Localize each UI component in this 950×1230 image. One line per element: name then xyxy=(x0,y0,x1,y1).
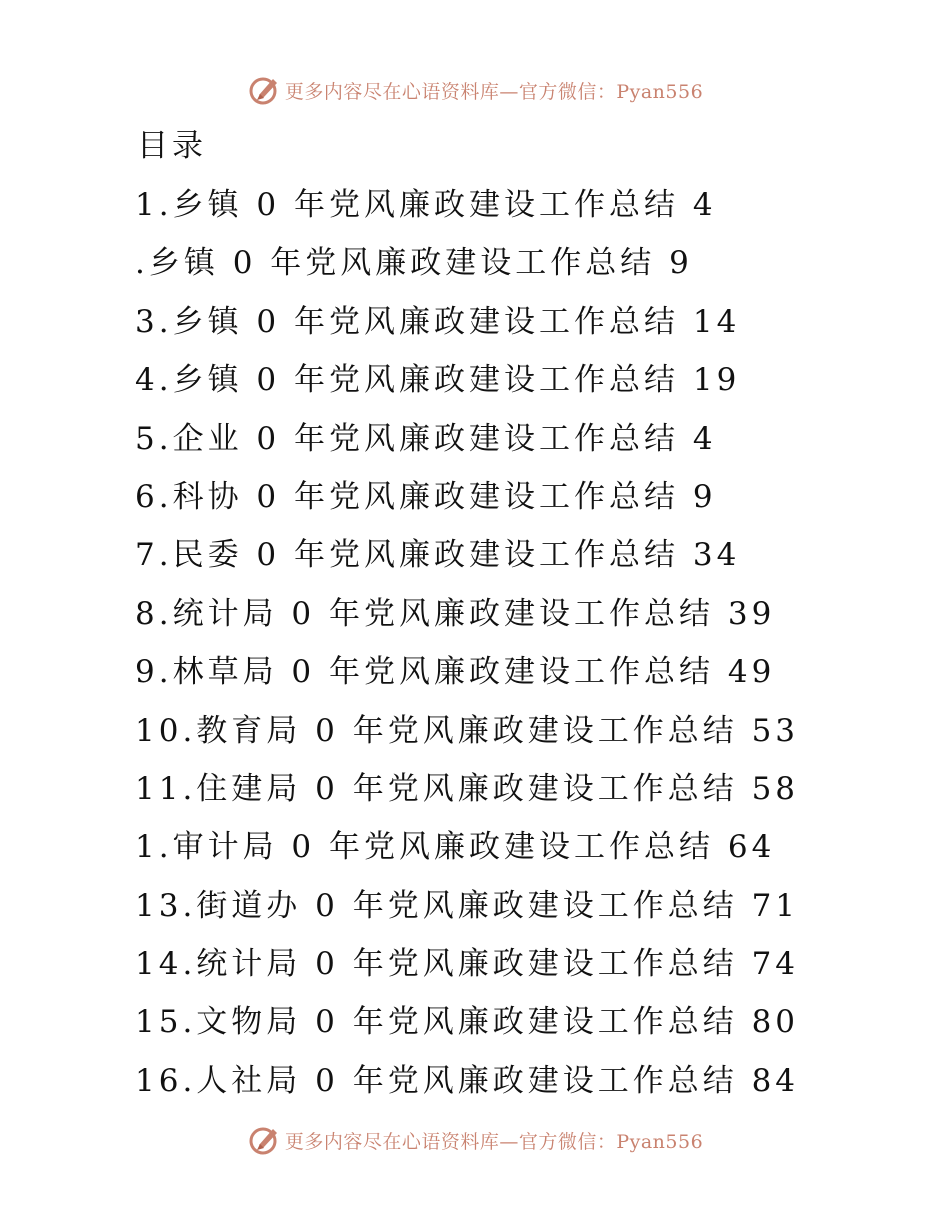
footer-watermark xyxy=(0,1120,950,1160)
toc-entry: .乡镇 0 年党风廉政建设工作总结 9 xyxy=(135,245,693,282)
header-watermark xyxy=(0,70,950,110)
watermark-text: 更多内容尽在心语资料库—官方微信：Pyan556 xyxy=(284,80,704,103)
toc-entry: 8.统计局 0 年党风廉政建设工作总结 39 xyxy=(135,595,776,632)
watermark-text: 更多内容尽在心语资料库—官方微信：Pyan556 xyxy=(284,1130,704,1153)
toc-entry: 5.企业 0 年党风廉政建设工作总结 4 xyxy=(135,420,717,457)
toc-list xyxy=(135,180,799,1114)
toc-entry: 10.教育局 0 年党风廉政建设工作总结 53 xyxy=(135,712,800,749)
toc-entry: 3.乡镇 0 年党风廉政建设工作总结 14 xyxy=(135,303,741,340)
toc-entry: 11.住建局 0 年党风廉政建设工作总结 58 xyxy=(135,770,800,807)
toc-entry: 4.乡镇 0 年党风廉政建设工作总结 19 xyxy=(135,362,741,399)
toc-entry: 16.人社局 0 年党风廉政建设工作总结 84 xyxy=(135,1062,800,1099)
pen-nib-logo-icon xyxy=(247,1123,281,1157)
toc-entry: 1.审计局 0 年党风廉政建设工作总结 64 xyxy=(135,829,776,866)
toc-entry: 6.科协 0 年党风廉政建设工作总结 9 xyxy=(135,478,717,515)
toc-entry: 15.文物局 0 年党风廉政建设工作总结 80 xyxy=(135,1004,800,1041)
toc-entry: 7.民委 0 年党风廉政建设工作总结 34 xyxy=(135,537,741,574)
toc-entry: 1.乡镇 0 年党风廉政建设工作总结 4 xyxy=(135,187,717,223)
toc-entry: 14.统计局 0 年党风廉政建设工作总结 74 xyxy=(135,946,800,983)
toc-title: 目录 xyxy=(137,128,207,164)
pen-nib-logo-icon xyxy=(247,73,281,107)
toc-entry: 9.林草局 0 年党风廉政建设工作总结 49 xyxy=(135,654,776,691)
toc-entry: 13.街道办 0 年党风廉政建设工作总结 71 xyxy=(135,887,800,924)
